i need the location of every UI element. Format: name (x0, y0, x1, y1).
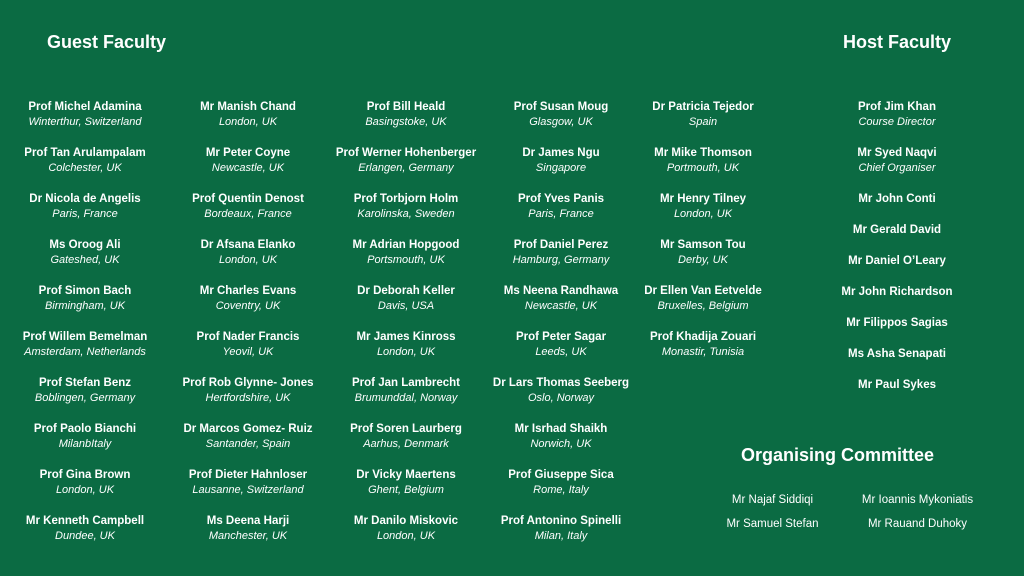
faculty-location: Singapore (535, 162, 587, 174)
faculty-location: Portmouth, UK (666, 162, 740, 174)
faculty-name: Mr Manish Chand (200, 101, 296, 113)
faculty-member (326, 514, 486, 560)
faculty-member (5, 422, 165, 468)
faculty-member (168, 192, 328, 238)
faculty-name: Dr Deborah Keller (357, 285, 455, 297)
guest-faculty-heading: Guest Faculty (47, 32, 167, 52)
faculty-location: London, UK (673, 208, 733, 220)
faculty-member (326, 468, 486, 514)
guest-faculty-column (5, 100, 165, 560)
faculty-location: Davis, USA (377, 300, 435, 312)
faculty-location: Karolinska, Sweden (357, 208, 455, 220)
faculty-member (481, 146, 641, 192)
faculty-member (5, 238, 165, 284)
faculty-location: Yeovil, UK (222, 346, 274, 358)
host-faculty-heading: Host Faculty (843, 32, 952, 52)
faculty-location: London, UK (218, 254, 278, 266)
faculty-location: Leeds, UK (535, 346, 587, 358)
faculty-name: Prof Soren Laurberg (350, 423, 462, 435)
guest-faculty-column (623, 100, 783, 376)
faculty-name: Prof Gina Brown (39, 469, 131, 481)
faculty-name: Prof Jim Khan (858, 101, 936, 113)
faculty-location: Aarhus, Denmark (363, 438, 449, 450)
faculty-member (481, 468, 641, 514)
faculty-name: Prof Willem Bemelman (22, 331, 148, 343)
faculty-location: Colchester, UK (48, 162, 122, 174)
faculty-member (5, 514, 165, 560)
faculty-name: Mr Danilo Miskovic (353, 515, 459, 527)
faculty-member (481, 284, 641, 330)
host-faculty-list (817, 100, 977, 409)
faculty-location: Hamburg, Germany (512, 254, 610, 266)
faculty-location: Winterthur, Switzerland (28, 116, 142, 128)
faculty-member (5, 100, 165, 146)
faculty-name: Ms Deena Harji (206, 515, 290, 527)
faculty-location: London, UK (218, 116, 278, 128)
faculty-name: Dr Afsana Elanko (200, 239, 296, 251)
faculty-location: Spain (688, 116, 718, 128)
faculty-member (481, 192, 641, 238)
guest-faculty-column (326, 100, 486, 560)
faculty-member (5, 376, 165, 422)
faculty-location: Bordeaux, France (204, 208, 292, 220)
faculty-member (168, 514, 328, 560)
faculty-location: Bruxelles, Belgium (657, 300, 749, 312)
faculty-name: Mr Adrian Hopgood (352, 239, 460, 251)
committee-member: Mr Najaf Siddiqi (731, 494, 814, 506)
guest-faculty-column (168, 100, 328, 560)
faculty-member (623, 100, 783, 146)
faculty-member (168, 376, 328, 422)
faculty-member (168, 422, 328, 468)
committee-member: Mr Ioannis Mykoniatis (861, 494, 974, 506)
faculty-role: Course Director (858, 116, 936, 128)
faculty-member (326, 192, 486, 238)
faculty-name: Prof Tan Arulampalam (24, 147, 146, 159)
host-faculty-member (817, 316, 977, 347)
faculty-member (623, 238, 783, 284)
faculty-member (5, 284, 165, 330)
faculty-name: Prof Torbjorn Holm (353, 193, 459, 205)
faculty-name: Prof Giuseppe Sica (508, 469, 614, 481)
host-faculty-member (817, 223, 977, 254)
faculty-location: Dundee, UK (55, 530, 115, 542)
faculty-member (168, 100, 328, 146)
faculty-location: Derby, UK (678, 254, 728, 266)
faculty-name: Prof Yves Panis (517, 193, 605, 205)
faculty-location: Gateshed, UK (50, 254, 120, 266)
faculty-member (5, 146, 165, 192)
faculty-name: Prof Quentin Denost (192, 193, 304, 205)
faculty-member (326, 238, 486, 284)
faculty-name: Dr James Ngu (522, 147, 600, 159)
faculty-name: Mr Isrhad Shaikh (514, 423, 608, 435)
faculty-member (326, 146, 486, 192)
faculty-location: Monastir, Tunisia (661, 346, 745, 358)
faculty-member (5, 330, 165, 376)
faculty-member (168, 284, 328, 330)
faculty-name: Prof Rob Glynne- Jones (182, 377, 314, 389)
faculty-member (5, 468, 165, 514)
faculty-name: Mr Samson Tou (660, 239, 746, 251)
host-faculty-member (817, 285, 977, 316)
faculty-name: Prof Simon Bach (38, 285, 132, 297)
faculty-name: Prof Susan Moug (513, 101, 609, 113)
faculty-location: Oslo, Norway (527, 392, 595, 404)
faculty-member (326, 376, 486, 422)
faculty-location: London, UK (55, 484, 115, 496)
faculty-member (481, 422, 641, 468)
faculty-name: Prof Paolo Bianchi (33, 423, 137, 435)
host-faculty-member (817, 254, 977, 285)
faculty-name: Dr Patricia Tejedor (652, 101, 754, 113)
faculty-name: Dr Nicola de Angelis (29, 193, 141, 205)
faculty-name: Ms Oroog Ali (49, 239, 121, 251)
faculty-member (481, 100, 641, 146)
faculty-location: Newcastle, UK (211, 162, 285, 174)
faculty-member (168, 238, 328, 284)
faculty-name: Mr John Richardson (841, 286, 953, 298)
faculty-member (481, 514, 641, 560)
faculty-name: Dr Vicky Maertens (356, 469, 456, 481)
faculty-location: Coventry, UK (215, 300, 281, 312)
host-faculty-member (817, 378, 977, 409)
faculty-member (168, 146, 328, 192)
faculty-name: Dr Marcos Gomez- Ruiz (183, 423, 313, 435)
faculty-name: Mr Peter Coyne (205, 147, 291, 159)
faculty-name: Prof Peter Sagar (515, 331, 607, 343)
faculty-name: Ms Asha Senapati (848, 348, 946, 360)
faculty-location: Erlangen, Germany (358, 162, 454, 174)
faculty-member (326, 422, 486, 468)
organising-committee-heading: Organising Committee (741, 445, 935, 465)
faculty-name: Mr Charles Evans (199, 285, 297, 297)
faculty-location: Amsterdam, Netherlands (24, 346, 146, 358)
faculty-location: Newcastle, UK (524, 300, 598, 312)
faculty-name: Mr Kenneth Campbell (25, 515, 145, 527)
faculty-name: Mr James Kinross (356, 331, 456, 343)
faculty-member (326, 330, 486, 376)
faculty-member (623, 146, 783, 192)
faculty-location: Birmingham, UK (44, 300, 126, 312)
faculty-member (326, 100, 486, 146)
faculty-location: MilanbItaly (58, 438, 112, 450)
faculty-location: Portsmouth, UK (367, 254, 445, 266)
faculty-name: Prof Dieter Hahnloser (188, 469, 308, 481)
faculty-name: Mr Filippos Sagias (846, 317, 948, 329)
faculty-name: Mr Syed Naqvi (857, 147, 937, 159)
host-faculty-member (817, 146, 977, 192)
faculty-name: Ms Neena Randhawa (503, 285, 619, 297)
faculty-location: Lausanne, Switzerland (192, 484, 304, 496)
faculty-member (623, 330, 783, 376)
guest-faculty-column (481, 100, 641, 560)
faculty-name: Mr Mike Thomson (654, 147, 752, 159)
faculty-location: Hertfordshire, UK (205, 392, 291, 404)
faculty-name: Prof Jan Lambrecht (352, 377, 460, 389)
faculty-member (481, 330, 641, 376)
faculty-location: Paris, France (528, 208, 594, 220)
faculty-location: Manchester, UK (208, 530, 288, 542)
faculty-name: Prof Antonino Spinelli (500, 515, 622, 527)
faculty-member (168, 468, 328, 514)
faculty-location: London, UK (376, 530, 436, 542)
faculty-name: Prof Bill Heald (366, 101, 446, 113)
faculty-location: Santander, Spain (205, 438, 291, 450)
faculty-name: Prof Werner Hohenberger (335, 147, 477, 159)
faculty-location: Glasgow, UK (529, 116, 593, 128)
faculty-member (481, 238, 641, 284)
faculty-name: Prof Daniel Perez (513, 239, 609, 251)
faculty-location: Milan, Italy (534, 530, 588, 542)
host-faculty-member (817, 347, 977, 378)
faculty-location: Paris, France (52, 208, 118, 220)
faculty-role: Chief Organiser (858, 162, 936, 174)
faculty-name: Prof Stefan Benz (38, 377, 131, 389)
faculty-location: Ghent, Belgium (368, 484, 444, 496)
faculty-name: Mr Paul Sykes (858, 379, 936, 391)
organising-committee-list (700, 494, 990, 530)
faculty-member (5, 192, 165, 238)
faculty-name: Mr Daniel O’Leary (848, 255, 946, 267)
faculty-member (326, 284, 486, 330)
faculty-name: Prof Khadija Zouari (649, 331, 757, 343)
faculty-location: Basingstoke, UK (365, 116, 447, 128)
faculty-name: Dr Ellen Van Eetvelde (644, 285, 762, 297)
faculty-name: Dr Lars Thomas Seeberg (492, 377, 630, 389)
faculty-member (623, 284, 783, 330)
faculty-member (481, 376, 641, 422)
faculty-location: London, UK (376, 346, 436, 358)
faculty-name: Prof Nader Francis (196, 331, 300, 343)
faculty-location: Rome, Italy (533, 484, 589, 496)
committee-member: Mr Rauand Duhoky (867, 518, 968, 530)
faculty-location: Boblingen, Germany (34, 392, 136, 404)
host-faculty-member (817, 100, 977, 146)
faculty-member (623, 192, 783, 238)
host-faculty-member (817, 192, 977, 223)
faculty-name: Mr Gerald David (852, 224, 942, 236)
faculty-member (168, 330, 328, 376)
committee-member: Mr Samuel Stefan (726, 518, 819, 530)
faculty-location: Brumunddal, Norway (354, 392, 458, 404)
faculty-name: Prof Michel Adamina (28, 101, 142, 113)
faculty-location: Norwich, UK (530, 438, 592, 450)
faculty-name: Mr John Conti (858, 193, 936, 205)
faculty-name: Mr Henry Tilney (659, 193, 747, 205)
